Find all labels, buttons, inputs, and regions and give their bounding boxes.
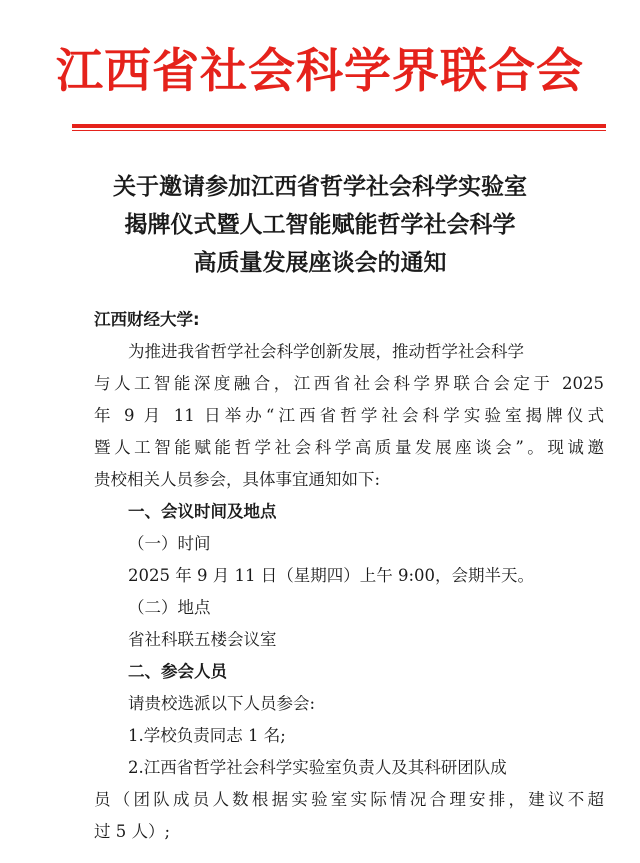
attendee-item: 1.学校负责同志 1 名; [128, 726, 286, 745]
attendee-item-continuation: 过 5 人）; [94, 822, 171, 841]
salutation: 江西财经大学: [94, 310, 200, 329]
attendee-item-continuation: 员（团队成员人数根据实验室实际情况合理安排，建议不超 [94, 790, 604, 809]
notice-body [94, 304, 604, 848]
notice-title-line: 高质量发展座谈会的通知 [193, 250, 447, 276]
intro-paragraph-line: 与人工智能深度融合，江西省社会科学界联合会定于 2025 [94, 374, 604, 393]
attendees-intro: 请贵校选派以下人员参会: [128, 694, 316, 713]
letterhead-red-rule [72, 124, 606, 128]
notice-title [0, 168, 640, 282]
notice-title-line: 关于邀请参加江西省哲学社会科学实验室 [113, 174, 527, 200]
intro-paragraph-line: 暨人工智能赋能哲学社会科学高质量发展座谈会”。现诚邀 [94, 438, 604, 457]
meeting-time-text: 2025 年 9 月 11 日（星期四）上午 9:00，会期半天。 [128, 566, 535, 585]
meeting-location-text: 省社科联五楼会议室 [128, 630, 277, 649]
intro-paragraph-line: 为推进我省哲学社会科学创新发展，推动哲学社会科学 [128, 342, 524, 361]
organization-letterhead: 江西省社会科学界联合会 [56, 44, 584, 99]
section-heading-time-location: 一、会议时间及地点 [128, 502, 277, 521]
section-heading-attendees: 二、参会人员 [128, 662, 227, 681]
intro-paragraph-line: 年 9 月 11 日举办“江西省哲学社会科学实验室揭牌仪式 [94, 406, 604, 425]
subheading-time: （一）时间 [128, 534, 211, 553]
intro-paragraph-line: 贵校相关人员参会，具体事宜通知如下: [94, 470, 381, 489]
letterhead-red-rule-thin [72, 130, 606, 131]
subheading-location: （二）地点 [128, 598, 211, 617]
notice-title-line: 揭牌仪式暨人工智能赋能哲学社会科学 [124, 212, 516, 238]
attendee-item: 2.江西省哲学社会科学实验室负责人及其科研团队成 [128, 758, 507, 777]
